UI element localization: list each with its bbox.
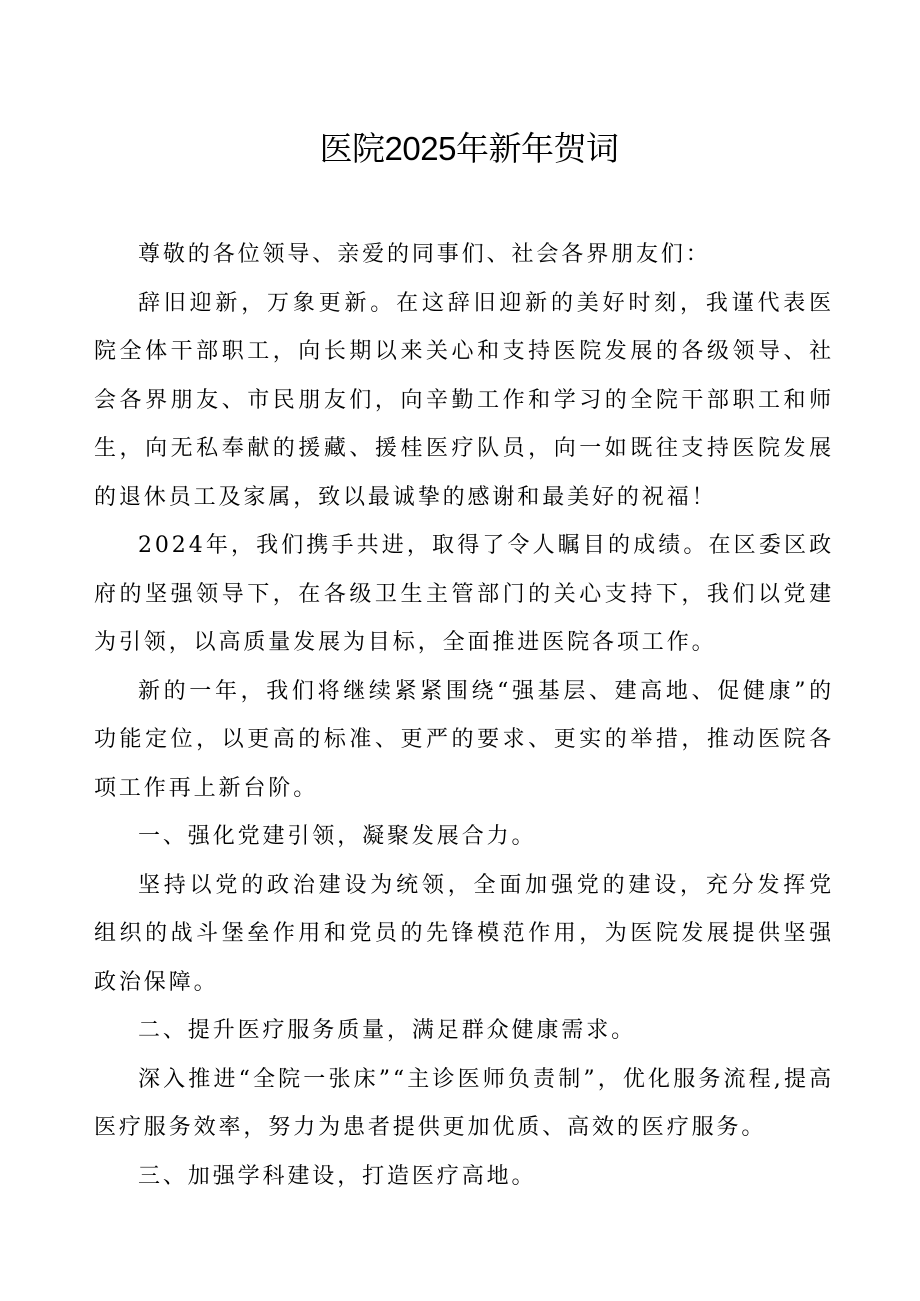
document-body — [94, 231, 834, 1201]
paragraph-salutation: 尊敬的各位领导、亲爱的同事们、社会各界朋友们： — [138, 242, 711, 267]
paragraph-section-1: 坚持以党的政治建设为统领，全面加强党的建设，充分发挥党组织的战斗堡垒作用和党员的先锋模范作用，为医院发展提供坚强政治保障。 — [94, 872, 834, 995]
section-heading-3: 三、加强学科建设，打造医疗高地。 — [138, 1163, 537, 1189]
paragraph-greeting: 辞旧迎新，万象更新。在这辞旧迎新的美好时刻，我谨代表医院全体干部职工，向长期以来关心和支持医院发展的各级领导、社会各界朋友、市民朋友们，向辛勤工作和学习的全院干部职工和师生，向无私奉献的援藏、援桂医疗队员，向一如既往支持医院发展的退休员工及家属，致以最诚挚的感谢和最美好的祝福！ — [94, 290, 834, 510]
section-heading-2: 二、提升医疗服务质量，满足群众健康需求。 — [138, 1018, 637, 1043]
document-title: 医院2025年新年贺词 — [319, 130, 619, 167]
paragraph-2024-review: 2024年，我们携手共进，取得了令人瞩目的成绩。在区委区政府的坚强领导下，在各级卫生主管部门的关心支持下，我们以党建为引领，以高质量发展为目标，全面推进医院各项工作。 — [94, 533, 834, 655]
paragraph-section-2: 深入推进“全院一张床”“主诊医师负责制”，优化服务流程,提高医疗服务效率，努力为患者提供更加优质、高效的医疗服务。 — [94, 1066, 834, 1140]
section-heading-1: 一、强化党建引领，凝聚发展合力。 — [138, 824, 537, 849]
paragraph-new-year-goal: 新的一年，我们将继续紧紧围绕“强基层、建高地、促健康”的功能定位，以更高的标准、更严的要求、更实的举措，推动医院各项工作再上新台阶。 — [94, 678, 834, 801]
